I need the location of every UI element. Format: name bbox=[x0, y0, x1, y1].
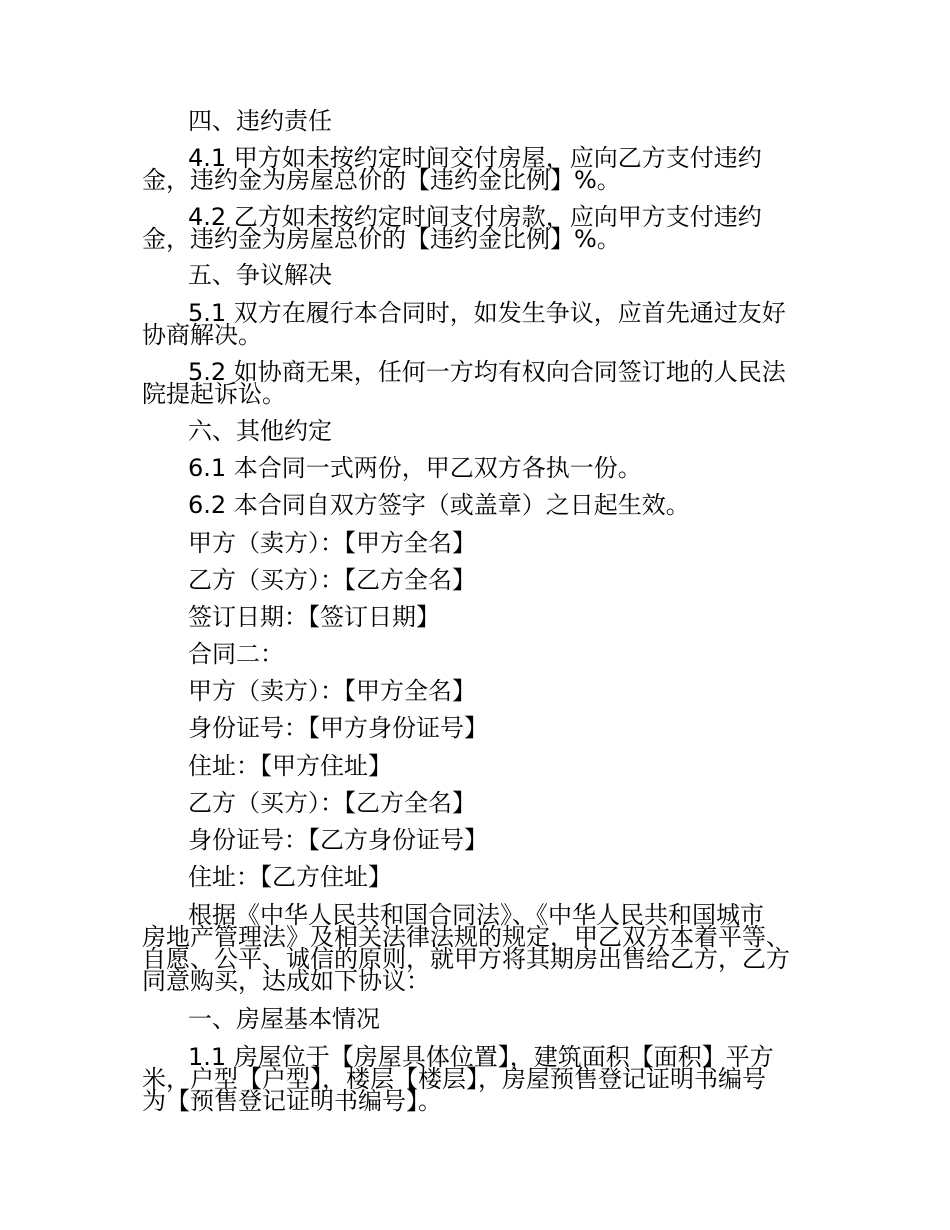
preamble bbox=[142, 901, 822, 995]
contract-two-id-a: 身份证号：【甲方身份证号】 bbox=[188, 714, 488, 742]
clause-4-2-line-1: 4.2 乙方如未按约定时间支付房款，应向甲方支付违约 bbox=[188, 203, 762, 231]
contract-two-heading: 合同二： bbox=[188, 640, 284, 668]
clause-4-2-line-2: 金，违约金为房屋总价的【违约金比例】%。 bbox=[142, 225, 621, 253]
section-heading-6: 六、其他约定 bbox=[188, 417, 332, 445]
signing-date: 签订日期：【签订日期】 bbox=[188, 603, 440, 631]
contract-two-party-a: 甲方（卖方）：【甲方全名】 bbox=[188, 677, 476, 705]
signature-party-b: 乙方（买方）：【乙方全名】 bbox=[188, 566, 476, 594]
preamble-line-3: 自愿、公平、诚信的原则，就甲方将其期房出售给乙方，乙方 bbox=[142, 945, 790, 973]
section-heading-4: 四、违约责任 bbox=[188, 107, 332, 135]
contract-two-address-a: 住址：【甲方住址】 bbox=[188, 752, 392, 780]
clause-1-1-line-2: 米，户型【户型】，楼层【楼层】，房屋预售登记证明书编号 bbox=[142, 1065, 766, 1093]
contract-two-id-b: 身份证号：【乙方身份证号】 bbox=[188, 826, 488, 854]
contract-two-party-b: 乙方（买方）：【乙方全名】 bbox=[188, 789, 476, 817]
clause-1-1-line-1: 1.1 房屋位于【房屋具体位置】，建筑面积【面积】平方 bbox=[188, 1043, 774, 1071]
clause-4-1-line-1: 4.1 甲方如未按约定时间交付房屋，应向乙方支付违约 bbox=[188, 144, 762, 172]
signature-party-a: 甲方（卖方）：【甲方全名】 bbox=[188, 529, 476, 557]
clause-5-1-line-2: 协商解决。 bbox=[142, 321, 262, 349]
clause-4-1 bbox=[142, 144, 822, 194]
clause-1-1 bbox=[142, 1043, 822, 1115]
clause-5-2-line-1: 5.2 如协商无果，任何一方均有权向合同签订地的人民法 bbox=[188, 358, 786, 386]
clause-5-1-line-1: 5.1 双方在履行本合同时，如发生争议，应首先通过友好 bbox=[188, 299, 786, 327]
clause-6-2: 6.2 本合同自双方签字（或盖章）之日起生效。 bbox=[188, 491, 690, 519]
section-heading-1: 一、房屋基本情况 bbox=[188, 1005, 380, 1033]
clause-1-1-line-3: 为【预售登记证明书编号】。 bbox=[142, 1087, 442, 1115]
clause-4-1-line-2: 金，违约金为房屋总价的【违约金比例】%。 bbox=[142, 166, 621, 194]
clause-6-1: 6.1 本合同一式两份，甲乙双方各执一份。 bbox=[188, 454, 642, 482]
section-heading-5: 五、争议解决 bbox=[188, 261, 332, 289]
preamble-line-4: 同意购买，达成如下协议： bbox=[142, 967, 430, 995]
clause-4-2 bbox=[142, 203, 822, 253]
clause-5-2-line-2: 院提起诉讼。 bbox=[142, 380, 286, 408]
preamble-line-2: 房地产管理法》及相关法律法规的规定，甲乙双方本着平等、 bbox=[142, 923, 790, 951]
clause-5-1 bbox=[142, 299, 822, 349]
clause-5-2 bbox=[142, 358, 822, 408]
preamble-line-1: 根据《中华人民共和国合同法》、《中华人民共和国城市 bbox=[188, 901, 764, 929]
contract-two-address-b: 住址：【乙方住址】 bbox=[188, 863, 392, 891]
